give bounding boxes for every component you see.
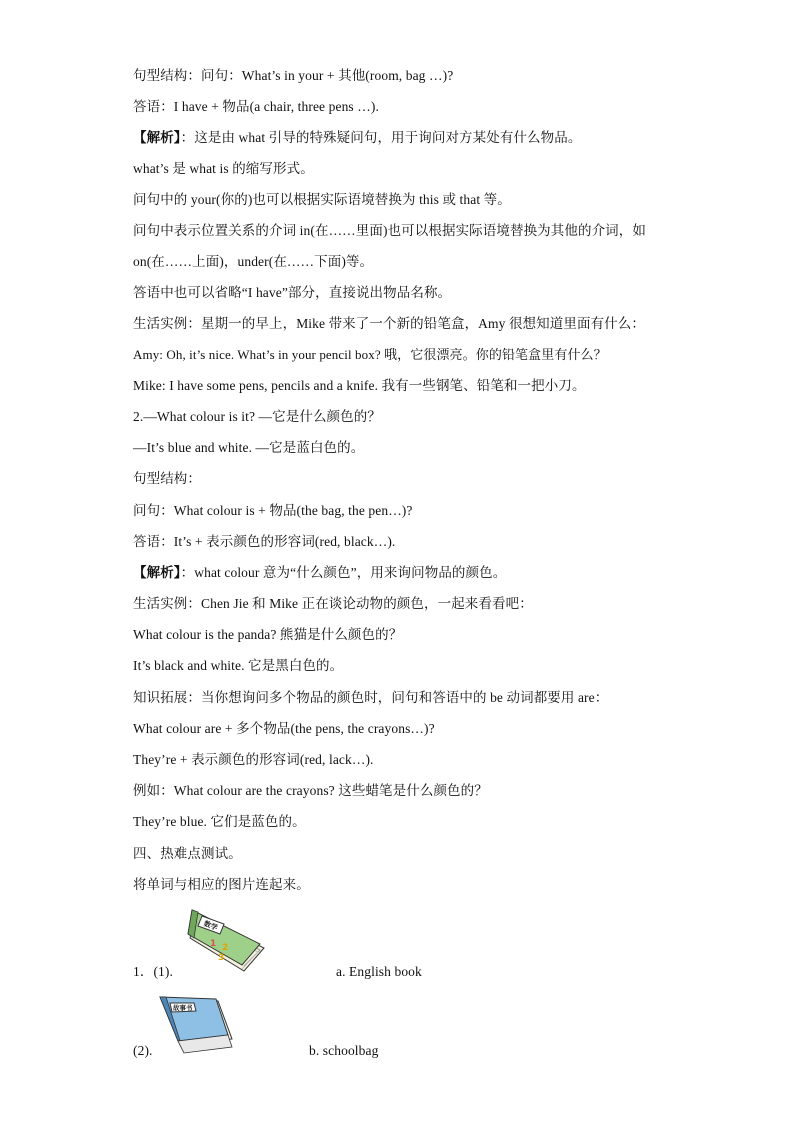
text-line: 答语：It’s + 表示颜色的形容词(red, black…).	[133, 534, 396, 549]
text-line: What colour is the panda? 熊猫是什么颜色的？	[133, 627, 403, 642]
text-line: 问句中的 your(你的)也可以根据实际语境替换为 this 或 that 等。	[133, 192, 511, 207]
question-number: 1．(1).	[133, 964, 173, 979]
text-line: —It’s blue and white. —它是蓝白色的。	[133, 440, 365, 455]
instruction-text: 将单词与相应的图片连起来。	[133, 877, 310, 892]
text-line: They’re blue. 它们是蓝色的。	[133, 814, 306, 829]
storybook-image	[158, 995, 236, 1057]
text-line: 知识拓展：当你想询问多个物品的颜色时，问句和答语中的 be 动词都要用 are：	[133, 690, 609, 705]
book-number: 2	[222, 943, 229, 953]
text-line: 答语中也可以省略“I have”部分，直接说出物品名称。	[133, 285, 452, 300]
text-line: 例如：What colour are the crayons? 这些蜡笔是什么颜色的？	[133, 783, 488, 798]
question-number: (2).	[133, 1043, 153, 1058]
text-line: 生活实例：Chen Jie 和 Mike 正在谈论动物的颜色，一起来看看吧：	[133, 596, 533, 611]
text-line: Amy: Oh, it’s nice. What’s in your pencil box? 哦，它很漂亮。你的铅笔盒里有什么？	[133, 347, 607, 362]
text-line: on(在……上面)，under(在……下面)等。	[133, 254, 374, 269]
text-line: 答语：I have + 物品(a chair, three pens …).	[133, 99, 379, 114]
section-heading: 四、热难点测试。	[133, 846, 242, 861]
analysis-text: ：这是由 what 引导的特殊疑问句，用于询问对方某处有什么物品。	[180, 130, 582, 145]
text-line: what’s 是 what is 的缩写形式。	[133, 161, 314, 176]
text-line: What colour are + 多个物品(the pens, the crayons…)?	[133, 721, 435, 736]
analysis-label: 【解析】	[133, 130, 181, 145]
math-book-image	[186, 908, 270, 974]
answer-option: b. schoolbag	[309, 1043, 379, 1058]
text-line	[133, 129, 581, 147]
book-number: 1	[210, 939, 217, 949]
text-line: 问句中表示位置关系的介词 in(在……里面)也可以根据实际语境替换为其他的介词，如	[133, 223, 646, 238]
text-line	[133, 564, 506, 582]
text-line: 生活实例：星期一的早上，Mike 带来了一个新的铅笔盒，Amy 很想知道里面有什么：	[133, 316, 645, 331]
book-number: 3	[218, 953, 225, 963]
math-book-title: 数学	[202, 919, 219, 933]
text-line: 2.—What colour is it? —它是什么颜色的？	[133, 409, 381, 424]
text-line: 句型结构：	[133, 471, 201, 486]
answer-option: a. English book	[336, 964, 422, 979]
text-line: They’re + 表示颜色的形容词(red, lack…).	[133, 752, 374, 767]
storybook-title: 故事书	[173, 1004, 193, 1012]
analysis-label: 【解析】	[133, 565, 181, 580]
text-line: Mike: I have some pens, pencils and a knife. 我有一些钢笔、铅笔和一把小刀。	[133, 378, 586, 393]
analysis-text: ：what colour 意为“什么颜色”，用来询问物品的颜色。	[180, 565, 507, 580]
text-line: It’s black and white. 它是黑白色的。	[133, 658, 344, 673]
text-line: 句型结构：问句：What’s in your + 其他(room, bag …)?	[133, 68, 454, 83]
text-line: 问句：What colour is + 物品(the bag, the pen…)?	[133, 503, 413, 518]
